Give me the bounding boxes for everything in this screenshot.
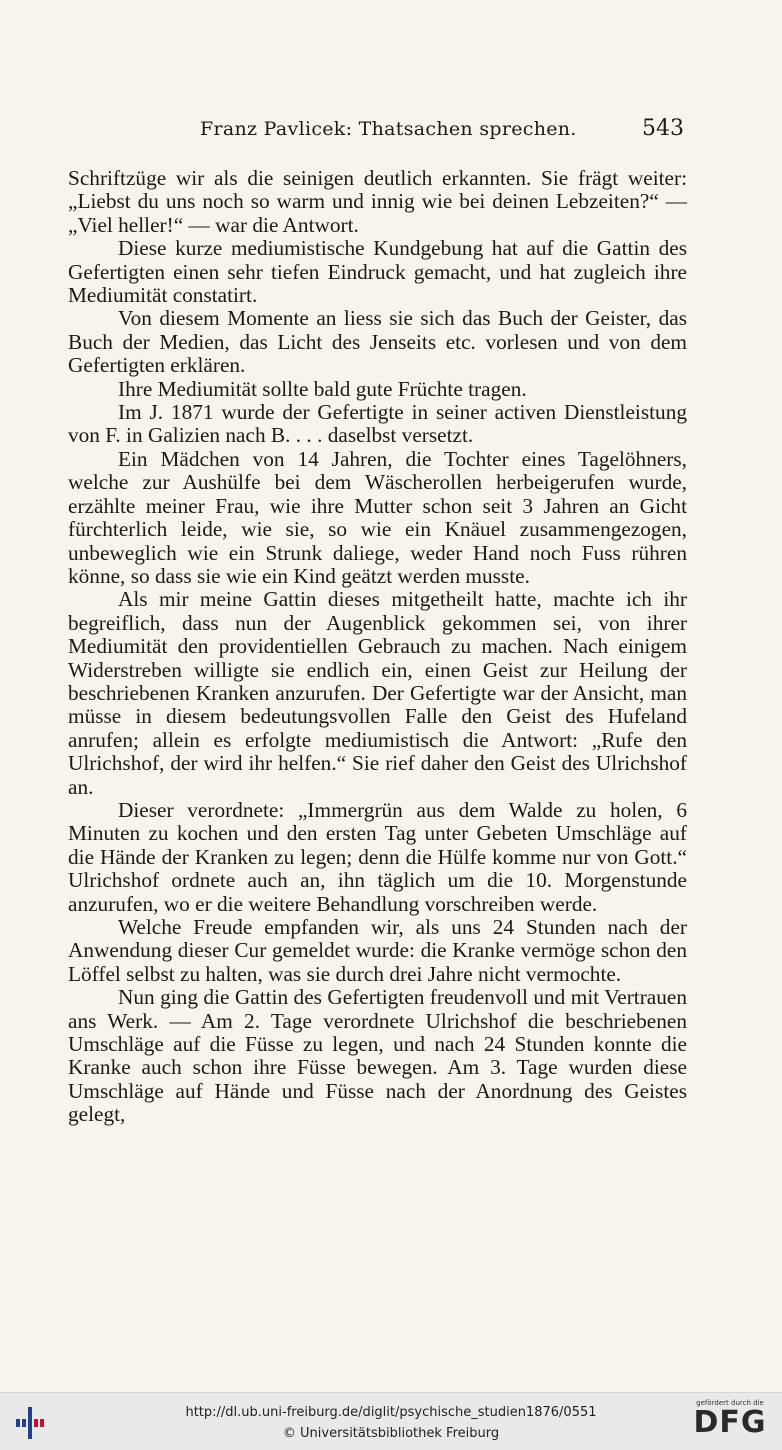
page-header (0, 112, 782, 148)
paragraph: Ihre Mediumität sollte bald gute Früchte tragen. (118, 376, 527, 401)
footer-url-link[interactable]: http://dl.ub.uni-freiburg.de/diglit/psychische_studien1876/0551 (185, 1405, 597, 1420)
paragraph: Nun ging die Gattin des Gefertigten freudenvoll und mit Vertrauen ans Werk. — Am 2. Tage verordnete Ulrichshof die beschriebenen Umschläge auf die Füsse zu legen, und nach 24 Stunden konnte die Kranke auch schon ihre Füsse bewegen. Am 3. Tage wurden diese Umschläge auf Hände und Füsse nach der Anordnung des Geistes gelegt, (68, 985, 687, 1127)
page-number: 543 (642, 116, 684, 141)
paragraph: Im J. 1871 wurde der Gefertigte in seiner activen Dienstleistung von F. in Galizien nach B. . . . daselbst versetzt. (68, 400, 687, 448)
dfg-mark: DFG (693, 1405, 767, 1440)
paragraph: Schriftzüge wir als die seinigen deutlich erkannten. Sie frägt weiter: „Liebst du uns noch so warm und innig wie bei deinen Lebzeiten?“ — „Viel heller!“ — war die Antwort. (68, 166, 687, 237)
footer-bar (0, 1392, 782, 1450)
body-text (68, 167, 687, 1127)
paragraph: Von diesem Momente an liess sie sich das Buch der Geister, das Buch der Medien, das Licht des Jenseits etc. vorlesen und von dem Gefertigten erklären. (68, 306, 687, 378)
running-title: Franz Pavlicek: Thatsachen sprechen. (200, 118, 577, 140)
paragraph: Welche Freude empfanden wir, als uns 24 Stunden nach der Anwendung dieser Cur gemeldet wurde: die Kranke vermöge schon den Löffel selbst zu halten, was sie durch drei Jahre nicht vermochte. (68, 915, 687, 986)
footer-copyright: © Universitätsbibliothek Freiburg (282, 1426, 500, 1441)
dfg-note: gefördert durch die (696, 1399, 764, 1407)
paragraph: Ein Mädchen von 14 Jahren, die Tochter eines Tagelöhners, welche zur Aushülfe bei dem Wäscherollen herbeigerufen wurde, erzählte meiner Frau, wie ihre Mutter schon seit 3 Jahren an Gicht fürchterlich leide, wie sie, so wie ein Knäuel zusammengezogen, unbeweglich wie ein Strunk daliege, weder Hand noch Fuss rühren könne, so dass sie wie ein Kind geätzt werden musste. (68, 446, 687, 588)
paragraph: Diese kurze mediumistische Kundgebung hat auf die Gattin des Gefertigten einen sehr tiefen Eindruck gemacht, und hat zugleich ihre Mediumität constatirt. (68, 236, 687, 308)
paragraph: Als mir meine Gattin dieses mitgetheilt hatte, machte ich ihr begreiflich, dass nun der Augenblick gekommen sei, von ihrer Mediumität den providentiellen Gebrauch zu machen. Nach einigem Widerstreben willigte sie endlich ein, einen Geist zur Heilung der beschriebenen Kranken anzurufen. Der Gefertigte war der Ansicht, man müsse in diesem bedeutungsvollen Falle den Geist des Hufeland anrufen; allein es erfolgte mediumistisch die Antwort: „Rufe den Ulrichshof, der wird ihr helfen.“ Sie rief daher den Geist des Ulrichshof an. (68, 587, 687, 799)
dfg-logo-icon (688, 1397, 772, 1447)
paragraph: Dieser verordnete: „Immergrün aus dem Walde zu holen, 6 Minuten zu kochen und den ersten Tag unter Gebeten Umschläge auf die Hände der Kranken zu legen; denn die Hülfe komme nur von Gott.“ Ulrichshof ordnete auch an, ihn täglich um die 10. Morgenstunde anzurufen, wo er die weitere Behandlung vorschreiben werde. (68, 797, 687, 916)
